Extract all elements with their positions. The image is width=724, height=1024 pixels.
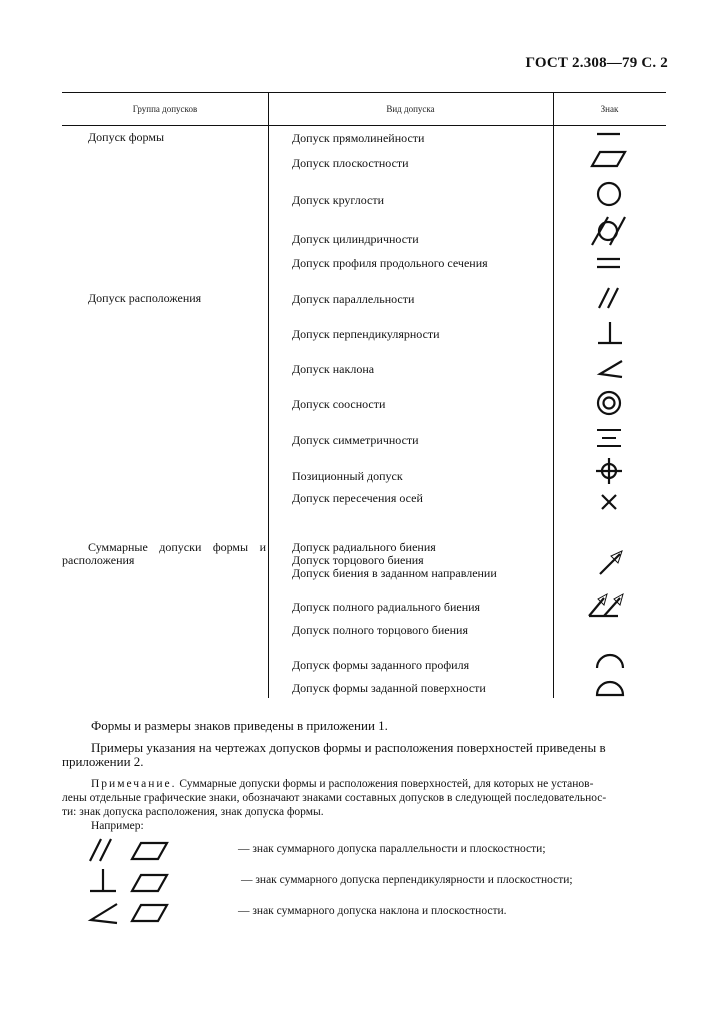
kind-angularity: Допуск наклона (292, 362, 375, 376)
kind-longitudinal-profile: Допуск профиля продольного сечения (292, 256, 488, 270)
note-line-3: ти: знак допуска расположения, знак допуска формы. (62, 806, 324, 818)
flatness-icon (130, 872, 170, 894)
symmetry-icon (594, 426, 624, 450)
paragraph-appendix-1: Формы и размеры знаков приведены в приложении 1. (91, 718, 388, 733)
example-text-3: — знак суммарного допуска наклона и плоскостности. (238, 905, 507, 917)
kind-total-face-runout: Допуск полного торцового биения (292, 623, 468, 637)
column-header-group: Группа допусков (132, 104, 198, 114)
kind-coaxiality: Допуск соосности (292, 397, 386, 411)
note-line-2: лены отдельные графические знаки, обозначают знаками составных допусков в следующей последовательнос- (62, 792, 607, 804)
column-header-symbol: Знак (600, 104, 619, 114)
straightness-icon (594, 128, 624, 140)
kind-face-runout: Допуск торцового биения (292, 553, 424, 567)
kind-total-radial-runout: Допуск полного радиального биения (292, 600, 481, 614)
kind-profile-of-line: Допуск формы заданного профиля (292, 658, 470, 672)
flatness-icon (590, 150, 628, 168)
table-column-divider-2 (553, 92, 554, 698)
profile-of-line-icon (594, 648, 626, 670)
group-summary: Суммарные допуски формы и расположения (62, 540, 266, 567)
parallelism-icon (86, 836, 120, 864)
example-intro: Например: (91, 820, 144, 832)
example-text-2: — знак суммарного допуска перпендикулярности и плоскостности; (241, 874, 573, 886)
kind-flatness: Допуск плоскостности (292, 156, 409, 170)
kind-radial-runout: Допуск радиального биения (292, 540, 436, 554)
kind-cylindricity: Допуск цилиндричности (292, 232, 419, 246)
runout-icon (596, 548, 626, 578)
example-text-1: — знак суммарного допуска параллельности и плоскостности; (238, 843, 546, 855)
kind-roundness: Допуск круглости (292, 193, 385, 207)
longitudinal-profile-icon (594, 255, 624, 271)
column-header-kind: Вид допуска (386, 104, 435, 114)
flatness-icon (130, 840, 170, 862)
kind-symmetry: Допуск симметричности (292, 433, 419, 447)
group-form: Допуск формы (88, 130, 165, 144)
table-top-rule (62, 92, 666, 93)
perpendicularity-icon (86, 866, 120, 894)
kind-profile-of-surface: Допуск формы заданной поверхности (292, 681, 486, 695)
perpendicularity-icon (595, 320, 625, 346)
parallelism-icon (596, 286, 624, 310)
kind-straightness: Допуск прямолинейности (292, 131, 425, 145)
kind-parallelism: Допуск параллельности (292, 292, 415, 306)
note-text-1: Суммарные допуски формы и расположения поверхностей, для которых не установ- (176, 778, 594, 790)
kind-directional-runout: Допуск биения в заданном направлении (292, 566, 497, 580)
angularity-icon (86, 900, 122, 926)
kind-axis-intersection: Допуск пересечения осей (292, 491, 423, 505)
profile-of-surface-icon (594, 676, 626, 698)
table-column-divider-1 (268, 92, 269, 698)
kind-position: Позиционный допуск (292, 469, 403, 483)
angularity-icon (596, 358, 626, 380)
document-reference: ГОСТ 2.308—79 С. 2 (525, 55, 668, 71)
flatness-icon (130, 902, 170, 924)
position-icon (594, 456, 624, 486)
coaxiality-icon (595, 389, 623, 417)
paragraph-appendix-2-line1: Примеры указания на чертежах допусков формы и расположения поверхностей приведены в (91, 740, 606, 755)
cylindricity-icon (588, 216, 628, 246)
total-runout-icon (586, 590, 634, 622)
table-header-rule (62, 125, 666, 126)
note-line-1 (91, 778, 593, 792)
kind-perpendicularity: Допуск перпендикулярности (292, 327, 440, 341)
roundness-icon (595, 180, 623, 208)
group-location: Допуск расположения (88, 291, 202, 305)
note-label: Примечание. (91, 778, 177, 790)
axis-intersection-icon (598, 491, 620, 513)
paragraph-appendix-2-line2: приложении 2. (62, 754, 144, 769)
